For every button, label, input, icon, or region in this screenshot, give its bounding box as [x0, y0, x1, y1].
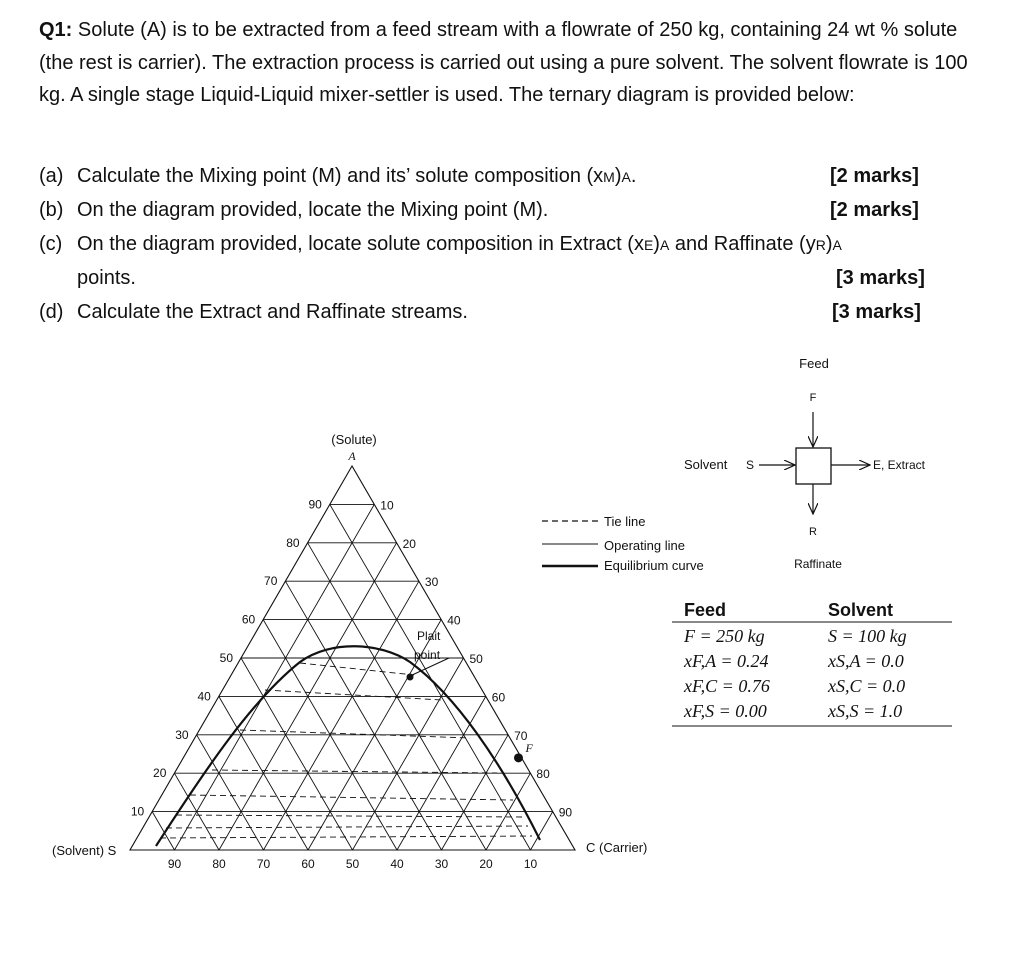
part-a-end: . — [630, 165, 637, 187]
part-d-marks: [3 marks] — [832, 301, 921, 323]
right-tick-label: 90 — [558, 805, 573, 820]
apex-a-label: A — [348, 449, 356, 463]
plait-point-marker — [407, 674, 414, 681]
bottom-tick-label: 90 — [167, 857, 182, 871]
table-solvent-row-1: S = 100 kg — [828, 626, 907, 646]
part-c-mid2: and Raffinate (y — [669, 233, 816, 255]
grid-line-carrier — [442, 735, 509, 850]
right-tick-label: 60 — [491, 690, 506, 705]
question-number: Q1: — [39, 19, 73, 41]
table-feed-row-1: F = 250 kg — [684, 626, 765, 646]
raffinate-stream-label: Raffinate — [794, 557, 842, 571]
part-a-text: Calculate the Mixing point (M) and its’ solute composition (x — [77, 165, 604, 187]
part-d-text: Calculate the Extract and Raffinate streams. — [77, 301, 468, 323]
table-solvent-row-3: xS,C = 0.0 — [828, 676, 906, 696]
tie-line — [190, 795, 513, 800]
left-tick-label: 60 — [241, 612, 256, 627]
bottom-tick-label: 20 — [479, 857, 493, 871]
carrier-vertex-label: C (Carrier) — [586, 840, 648, 855]
triangle-grid — [130, 466, 575, 850]
tie-line — [166, 826, 528, 828]
legend-equilibrium-curve: Equilibrium curve — [604, 558, 704, 573]
mixer-settler-schematic — [684, 356, 926, 571]
feed-stream-label: Feed — [799, 356, 829, 371]
part-c-mid3: ) — [825, 233, 833, 255]
left-tick-label: 20 — [153, 766, 167, 781]
bottom-tick-label: 40 — [390, 857, 404, 871]
part-c-label: (c) — [39, 233, 63, 255]
table-solvent-row-4: xS,S = 1.0 — [828, 701, 903, 721]
solvent-stream-label: Solvent — [684, 457, 728, 472]
part-c-marks: [3 marks] — [836, 267, 925, 289]
right-tick-label: 80 — [536, 767, 550, 782]
part-d-label: (d) — [39, 301, 64, 323]
table-feed-row-3: xF,C = 0.76 — [684, 676, 770, 696]
legend-tie-line: Tie line — [604, 514, 646, 529]
raffinate-stream-symbol: R — [809, 526, 817, 538]
part-a-sub: M — [603, 169, 615, 185]
plait-point-label: Plait — [417, 629, 441, 643]
solute-label: (Solute) — [331, 432, 377, 447]
part-c-continuation: points. — [77, 267, 136, 289]
legend — [542, 514, 704, 573]
part-a-tailsub: A — [621, 169, 631, 185]
solvent-vertex-label: (Solvent) S — [52, 843, 117, 858]
part-a-marks: [2 marks] — [830, 165, 919, 187]
right-tick-label: 20 — [402, 536, 416, 551]
part-b-label: (b) — [39, 199, 64, 221]
bottom-tick-label: 80 — [212, 857, 226, 871]
mixer-settler-box — [796, 448, 831, 484]
left-tick-label: 70 — [264, 574, 278, 589]
grid-line-solvent — [241, 658, 353, 850]
left-tick-label: 50 — [219, 651, 233, 665]
bottom-tick-label: 60 — [301, 857, 315, 871]
grid-line-solvent — [330, 504, 531, 850]
extract-stream-label: E, Extract — [873, 458, 926, 472]
grid-line-solvent — [197, 735, 264, 850]
part-c-text: On the diagram provided, locate solute composition in Extract (x — [77, 233, 644, 255]
left-tick-label: 40 — [197, 689, 211, 704]
right-tick-label: 70 — [514, 728, 528, 743]
tie-line — [160, 836, 532, 838]
grid-line-carrier — [531, 812, 553, 850]
left-tick-label: 10 — [130, 804, 145, 819]
left-tick-label: 30 — [175, 727, 189, 742]
part-b-marks: [2 marks] — [830, 199, 919, 221]
question-body: Solute (A) is to be extracted from a feed stream with a flowrate of 250 kg, containing 24 wt % solute (the rest is carrier). The extraction process is carried out using a pure solvent. The solvent flowrate is 100 kg. A single stage Liquid-Liquid mixer-settler is used. The ternary diagram is provided below: — [39, 19, 968, 106]
right-tick-label: 10 — [380, 498, 394, 513]
right-tick-label: 40 — [447, 613, 461, 628]
table-feed-row-2: xF,A = 0.24 — [684, 651, 769, 671]
left-tick-label: 80 — [286, 535, 300, 550]
tie-line — [240, 730, 470, 738]
legend-operating-line: Operating line — [604, 538, 685, 553]
solvent-stream-symbol: S — [746, 458, 755, 472]
part-a-label: (a) — [39, 165, 64, 187]
grid-line-carrier — [175, 504, 375, 850]
tie-line — [300, 663, 414, 675]
right-tick-label: 50 — [469, 652, 483, 666]
feed-stream-symbol: F — [809, 392, 817, 404]
tie-line — [176, 815, 522, 817]
bottom-tick-label: 70 — [256, 857, 271, 871]
bottom-tick-label: 30 — [434, 857, 449, 871]
grid-line-solvent — [152, 812, 174, 850]
grid-line-carrier — [264, 581, 419, 850]
feed-point-marker — [514, 753, 523, 762]
table-feed-header: Feed — [684, 600, 727, 620]
table-solvent-row-2: xS,A = 0.0 — [828, 651, 904, 671]
grid-line-solvent — [285, 581, 441, 850]
left-tick-label: 90 — [308, 497, 322, 512]
part-c-sub3: R — [815, 237, 826, 253]
feed-point-label: F — [525, 740, 533, 755]
part-c-sub1: E — [643, 237, 654, 253]
stream-data-table — [672, 600, 952, 726]
part-c-sub2: A — [659, 237, 670, 253]
part-a-tail: ) — [614, 165, 622, 187]
right-tick-label: 30 — [424, 575, 439, 590]
table-feed-row-4: xF,S = 0.00 — [684, 701, 767, 721]
part-b-text: On the diagram provided, locate the Mixing point (M). — [77, 199, 549, 221]
table-solvent-header: Solvent — [828, 600, 894, 620]
bottom-tick-label: 50 — [345, 857, 360, 871]
grid-line-carrier — [353, 658, 464, 850]
bottom-tick-label: 10 — [523, 857, 538, 871]
part-c-sub4: A — [832, 237, 842, 253]
plait-point-label-2: point — [414, 648, 441, 662]
part-c-mid1: ) — [653, 233, 660, 255]
